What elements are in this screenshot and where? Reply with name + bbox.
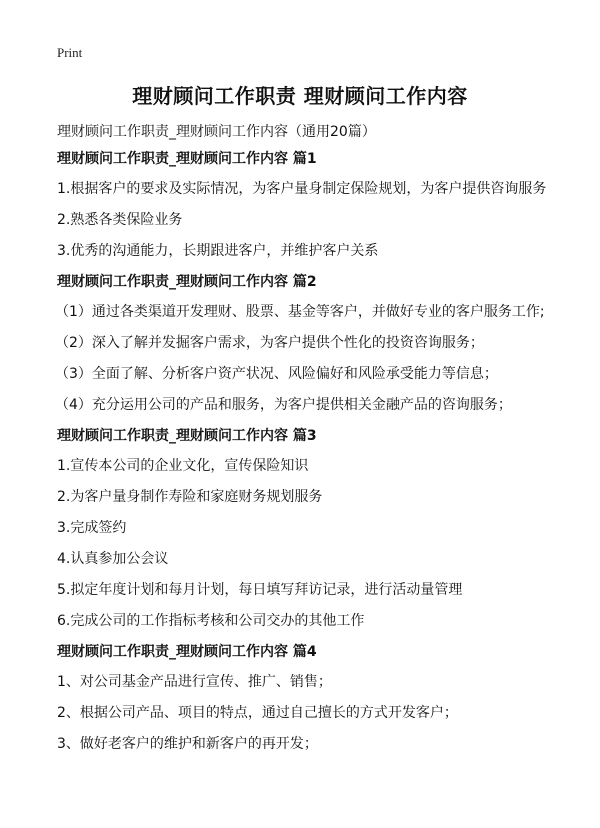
list-item: 3.完成签约 — [57, 520, 127, 536]
list-item: 3.优秀的沟通能力，长期跟进客户，并维护客户关系 — [57, 243, 379, 259]
document-body — [57, 150, 577, 766]
list-item: 2、根据公司产品、项目的特点，通过自己擅长的方式开发客户； — [57, 705, 458, 721]
page-title: 理财顾问工作职责 理财顾问工作内容 — [132, 84, 468, 108]
list-item: 2.熟悉各类保险业务 — [57, 212, 183, 228]
list-item: 4.认真参加公会议 — [57, 551, 169, 567]
list-item: 1.根据客户的要求及实际情况，为客户量身制定保险规划，为客户提供咨询服务 — [57, 181, 547, 197]
document-subtitle: 理财顾问工作职责_理财顾问工作内容（通用20篇） — [57, 124, 376, 140]
list-item: 2.为客户量身制作寿险和家庭财务规划服务 — [57, 489, 323, 505]
list-item: 1、对公司基金产品进行宣传、推广、销售； — [57, 674, 332, 690]
list-item: 6.完成公司的工作指标考核和公司交办的其他工作 — [57, 613, 365, 629]
list-item: （4）充分运用公司的产品和服务，为客户提供相关金融产品的咨询服务； — [55, 397, 512, 413]
section-heading: 理财顾问工作职责_理财顾问工作内容 篇3 — [57, 428, 317, 444]
list-item: 1.宣传本公司的企业文化，宣传保险知识 — [57, 458, 309, 474]
list-item: （2）深入了解并发掘客户需求，为客户提供个性化的投资咨询服务； — [55, 335, 484, 351]
print-label: Print — [57, 45, 83, 60]
section-heading: 理财顾问工作职责_理财顾问工作内容 篇4 — [57, 644, 317, 660]
list-item: 3、做好老客户的维护和新客户的再开发； — [57, 736, 318, 752]
list-item: （3）全面了解、分析客户资产状况、风险偏好和风险承受能力等信息； — [55, 366, 498, 382]
section-heading: 理财顾问工作职责_理财顾问工作内容 篇1 — [57, 151, 317, 167]
list-item: 5.拟定年度计划和每月计划，每日填写拜访记录，进行活动量管理 — [57, 582, 463, 598]
section-heading: 理财顾问工作职责_理财顾问工作内容 篇2 — [57, 274, 317, 290]
list-item: （1）通过各类渠道开发理财、股票、基金等客户，并做好专业的客户服务工作; — [55, 304, 545, 320]
